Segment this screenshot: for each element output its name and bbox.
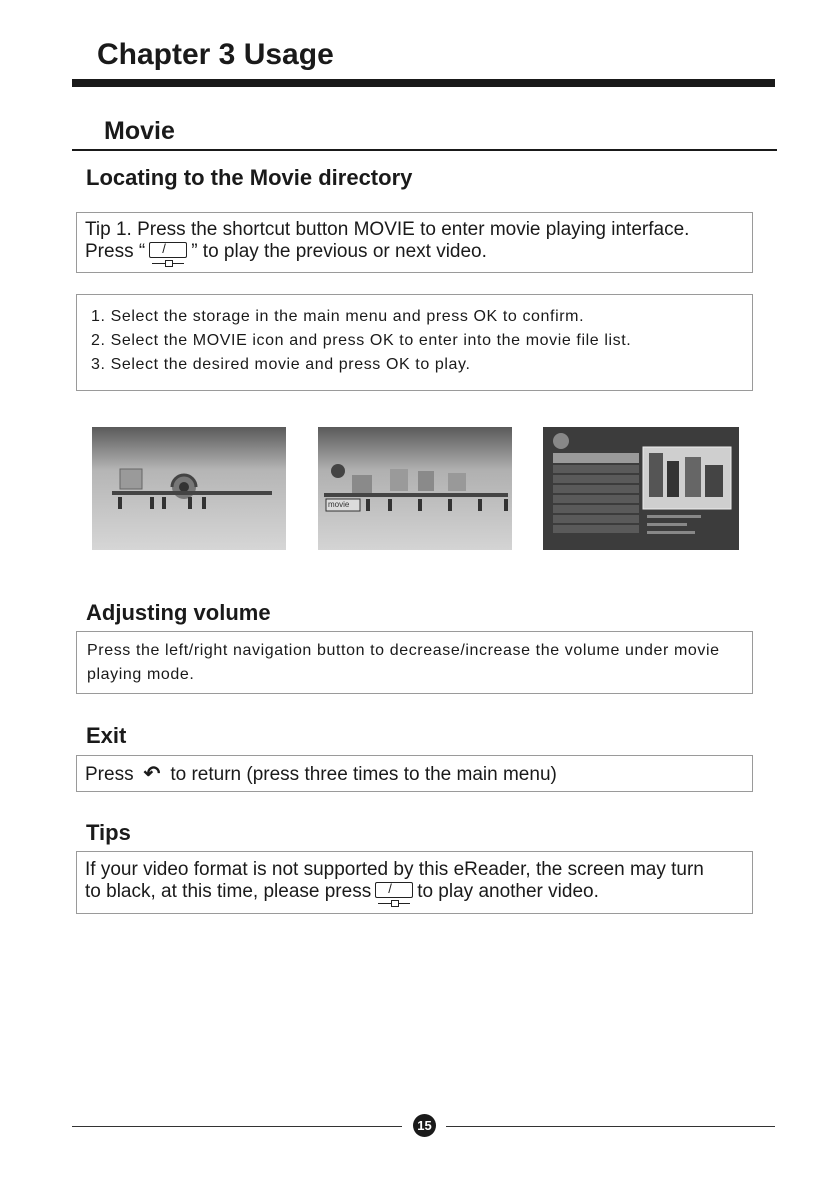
tips-line-1: If your video format is not supported by this eReader, the screen may turn xyxy=(85,859,704,880)
tip-line-2 xyxy=(85,241,744,263)
tip-press-label: Press “ xyxy=(85,241,146,262)
tip-line-1: Tip 1. Press the shortcut button MOVIE to enter movie playing interface. xyxy=(85,219,690,240)
chapter-title: Chapter 3 Usage xyxy=(97,38,334,71)
footer-rule-left xyxy=(72,1126,402,1127)
exit-rest-label: to return (press three times to the main menu) xyxy=(170,764,557,785)
tips-line-2 xyxy=(85,881,744,903)
tips-box xyxy=(76,851,753,914)
screenshot-movie-list xyxy=(543,427,739,550)
tips-heading: Tips xyxy=(86,820,131,845)
prev-next-key-icon-tips: / xyxy=(375,882,413,898)
tip-end-label: ” to play the previous or next video. xyxy=(191,241,487,262)
prev-next-key-icon: / xyxy=(149,242,187,258)
tips-line-2-end: to play another video. xyxy=(417,881,599,902)
exit-heading: Exit xyxy=(86,723,127,748)
tip-box xyxy=(76,212,753,273)
locating-heading: Locating to the Movie directory xyxy=(86,165,413,190)
section-divider xyxy=(72,149,777,151)
movie-icon-label: movie xyxy=(328,500,350,509)
section-title: Movie xyxy=(104,117,175,145)
screenshot-main-menu xyxy=(92,427,286,550)
volume-text: Press the left/right navigation button to decrease/increase the volume under movie playing mode. xyxy=(87,642,720,683)
exit-box xyxy=(76,755,753,792)
volume-box xyxy=(76,631,753,694)
chapter-divider xyxy=(72,79,775,87)
page-number: 15 xyxy=(413,1114,436,1137)
tips-line-2-start: to black, at this time, please press xyxy=(85,881,372,902)
step-3: 3. Select the desired movie and press OK to play. xyxy=(91,356,471,373)
volume-heading: Adjusting volume xyxy=(86,600,271,625)
exit-press-label: Press xyxy=(85,764,134,785)
step-1: 1. Select the storage in the main menu and press OK to confirm. xyxy=(91,308,585,325)
back-icon: ↶ xyxy=(143,763,161,785)
screenshot-movie-icon xyxy=(318,427,512,550)
steps-box xyxy=(76,294,753,391)
footer-rule-right xyxy=(446,1126,775,1127)
step-2: 2. Select the MOVIE icon and press OK to enter into the movie file list. xyxy=(91,332,632,349)
